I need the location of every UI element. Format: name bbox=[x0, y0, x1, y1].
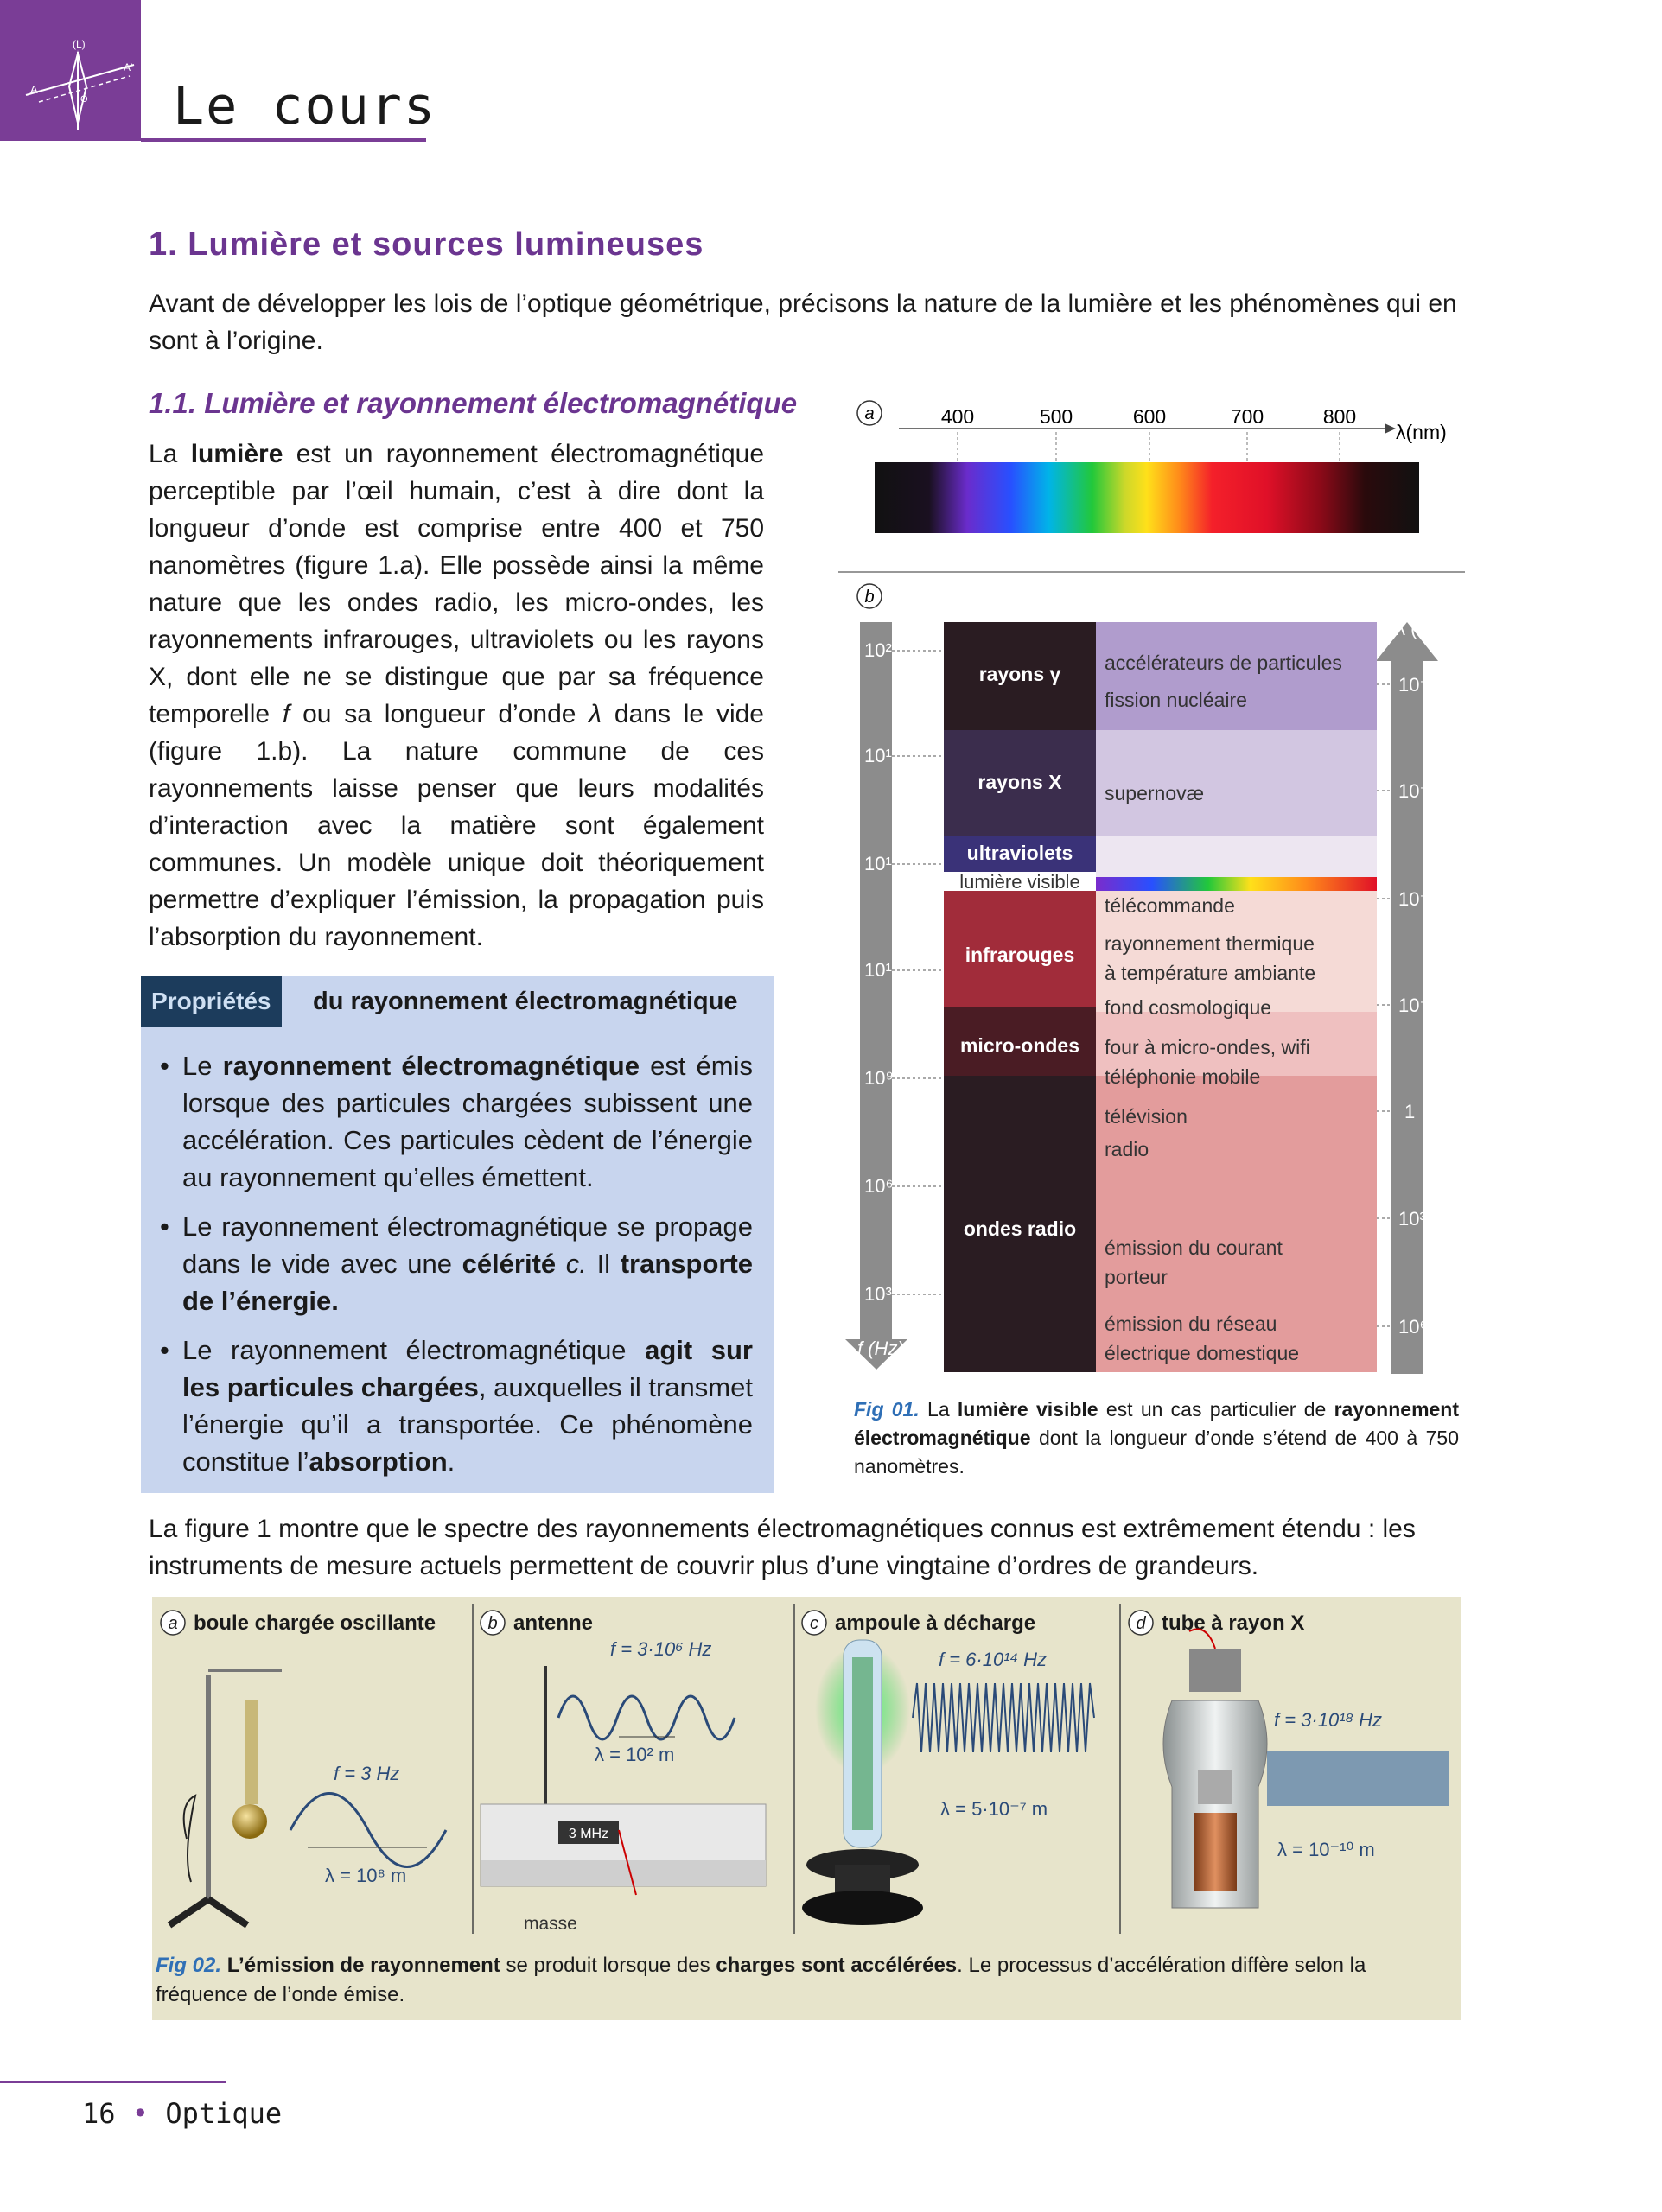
freq-tick-label: 10⁶ bbox=[864, 1175, 894, 1197]
source-label: émission du réseau bbox=[1105, 1313, 1277, 1335]
visible-light-strip bbox=[1096, 877, 1377, 891]
freq-tick-label: 10¹² bbox=[864, 959, 899, 981]
list-item: • Le rayonnement électromagnétique se propage dans le vide avec une célérité c. Il transporte de l’énergie. bbox=[160, 1208, 753, 1319]
lambda-tick-label: 10⁻³ bbox=[1398, 995, 1436, 1016]
band-label-micro: micro-ondes bbox=[959, 1034, 1080, 1057]
freq-tick-label: 10⁹ bbox=[864, 1067, 894, 1089]
frequency-label: f = 3·10⁶ Hz bbox=[610, 1638, 712, 1660]
source-label: électrique domestique bbox=[1105, 1342, 1300, 1364]
body-paragraph bbox=[149, 435, 764, 956]
antenna-illustration bbox=[481, 1666, 766, 1895]
panel-title: antenne bbox=[513, 1611, 594, 1635]
freq-tick-label: 10²¹ bbox=[864, 639, 899, 661]
lambda-tick-label: 1 bbox=[1404, 1101, 1416, 1122]
tick-label: 600 bbox=[1132, 405, 1167, 428]
wavelength-label: λ = 10⁸ m bbox=[325, 1865, 407, 1886]
wavelength-label: λ = 5·10⁻⁷ m bbox=[940, 1798, 1048, 1820]
bridge-paragraph: La figure 1 montre que le spectre des rayonnements électromagnétiques connus est extrêmement étendu : les instruments de mesure actuels permettent de couvrir plus d’une vingtaine d’ordres de grandeurs. bbox=[149, 1515, 1416, 1580]
wavelength-label: λ = 10² m bbox=[595, 1744, 675, 1765]
panel-label: b bbox=[487, 1614, 498, 1633]
band-label-radio: ondes radio bbox=[963, 1217, 1077, 1240]
list-item: • Le rayonnement électromagnétique agit sur les particules chargées, auxquelles il transmet l’énergie qu’il a transportée. Ce phénomène constitue l’absorption. bbox=[160, 1332, 753, 1480]
lambda-tick-label: 10⁶ bbox=[1398, 1316, 1428, 1338]
properties-title: du rayonnement électromagnétique bbox=[313, 988, 738, 1015]
page-header-title: Le cours bbox=[173, 76, 436, 137]
frequency-axis-arrow bbox=[845, 622, 907, 1370]
panel-b-label: b bbox=[864, 588, 875, 607]
source-label: télévision bbox=[1105, 1105, 1188, 1128]
figure-2-emitters bbox=[152, 1597, 1461, 1942]
source-label: radio bbox=[1105, 1138, 1149, 1160]
logo-label-O: O bbox=[80, 94, 88, 105]
tick-label: 700 bbox=[1230, 405, 1264, 428]
footer-title: Optique bbox=[165, 2097, 283, 2130]
ground-label: masse bbox=[524, 1914, 577, 1934]
wavelength-label: λ = 10⁻¹⁰ m bbox=[1277, 1839, 1375, 1860]
axis-unit: λ(nm) bbox=[1396, 421, 1447, 443]
source-label: téléphonie mobile bbox=[1105, 1065, 1261, 1088]
p1-text: ou sa longueur d’onde bbox=[302, 700, 576, 728]
properties-tag: Propriétés bbox=[141, 976, 282, 1027]
tick-label: 800 bbox=[1322, 405, 1357, 428]
source-label: fond cosmologique bbox=[1105, 996, 1272, 1019]
subsection-title: 1.1. Lumière et rayonnement électromagnétique bbox=[149, 387, 798, 419]
chapter-logo bbox=[0, 0, 141, 141]
lambda-tick-label: 10⁻⁹ bbox=[1398, 780, 1438, 802]
freq-tick-label: 10³ bbox=[864, 1283, 892, 1305]
p1-strong: lumière bbox=[190, 440, 283, 468]
page-number: 16 bbox=[82, 2097, 116, 2130]
source-label: supernovæ bbox=[1105, 782, 1205, 804]
source-label: four à micro-ondes, wifi bbox=[1105, 1036, 1310, 1058]
source-label: accélérateurs de particules bbox=[1105, 652, 1342, 674]
freq-tick-label: 10¹⁵ bbox=[864, 853, 900, 874]
p1-text: est un rayonnement électromagnétique perceptible par l’œil humain, c’est à dire dont la longueur d’onde est comprise entre 400 et 750 nanomètres (figure 1.a). Elle possède ainsi la même nature que les ondes radio, les micro-ondes, les rayonnements infrarouges, ultraviolets ou les rayons X, dont elle ne se distingue que par sa fréquence temporelle bbox=[149, 440, 765, 728]
discharge-lamp-illustration bbox=[802, 1640, 1094, 1925]
frequency-label: f = 6·10¹⁴ Hz bbox=[939, 1649, 1048, 1670]
lambda-axis-unit: λ (m) bbox=[1396, 618, 1440, 639]
lambda-tick-label: 10³ bbox=[1398, 1208, 1426, 1230]
band-label-visible: lumière visible bbox=[959, 871, 1080, 893]
footer-separator: • bbox=[131, 2097, 150, 2130]
tick-label: 400 bbox=[940, 405, 975, 428]
p1-symbol: λ bbox=[589, 700, 602, 728]
panel-a bbox=[857, 401, 1447, 533]
footer-rule bbox=[0, 2081, 226, 2083]
visible-spectrum-bar bbox=[875, 462, 1419, 533]
panel-title: ampoule à décharge bbox=[835, 1611, 1036, 1635]
lens-icon bbox=[0, 0, 141, 141]
figure-1-spectrum bbox=[838, 389, 1478, 1391]
panel-a-label: a bbox=[864, 404, 875, 423]
page-footer bbox=[82, 2097, 282, 2130]
panel-title: tube à rayon X bbox=[1162, 1611, 1305, 1635]
band-label-uv: ultraviolets bbox=[966, 842, 1073, 864]
source-label: rayonnement thermique bbox=[1105, 932, 1315, 955]
logo-label-A-prime: A' bbox=[124, 61, 133, 73]
p1-symbol: f bbox=[282, 700, 290, 728]
band-label-x: rayons X bbox=[977, 771, 1062, 793]
panel-label: a bbox=[168, 1614, 178, 1633]
source-label: télécommande bbox=[1105, 894, 1235, 917]
section-title: 1. Lumière et sources lumineuses bbox=[149, 226, 704, 263]
properties-list bbox=[160, 1047, 753, 1492]
frequency-label: f = 3·10¹⁸ Hz bbox=[1274, 1709, 1383, 1731]
logo-label-L: (L) bbox=[73, 38, 86, 50]
lambda-tick-label: 10⁻⁶ bbox=[1398, 888, 1438, 910]
panel-title: boule chargée oscillante bbox=[194, 1611, 436, 1635]
generator-display: 3 MHz bbox=[568, 1827, 609, 1841]
source-label: émission du courant bbox=[1105, 1236, 1283, 1259]
band-label-ir: infrarouges bbox=[965, 944, 1075, 966]
p1-text: La bbox=[149, 440, 178, 468]
header-rule bbox=[141, 138, 426, 142]
source-label: fission nucléaire bbox=[1105, 689, 1247, 711]
oscillating-ball-illustration bbox=[169, 1670, 446, 1925]
xray-tube-illustration bbox=[1163, 1630, 1449, 1909]
figure-2-caption: Fig 02. L’émission de rayonnement se produit lorsque des charges sont accélérées. Le processus d’accélération diffère selon la fréquence de l’onde émise. bbox=[156, 1954, 1366, 2006]
panel-b bbox=[845, 584, 1442, 1374]
panel-label: d bbox=[1136, 1614, 1146, 1633]
frequency-label: f = 3 Hz bbox=[334, 1763, 400, 1784]
source-label: à température ambiante bbox=[1105, 962, 1316, 984]
section-intro: Avant de développer les lois de l’optique géométrique, précisons la nature de la lumière et les phénomènes qui en sont à l’origine. bbox=[149, 289, 1457, 355]
list-item: • Le rayonnement électromagnétique est émis lorsque des particules chargées subissent une accélération. Ces particules cèdent de l’énergie au rayonnement qu’elles émettent. bbox=[160, 1047, 753, 1196]
panel-label: c bbox=[810, 1614, 818, 1633]
tick-label: 500 bbox=[1039, 405, 1073, 428]
band-label-gamma: rayons γ bbox=[978, 663, 1061, 685]
source-label: porteur bbox=[1105, 1266, 1168, 1288]
lambda-tick-label: 10⁻¹² bbox=[1398, 674, 1442, 696]
p1-text: dans le vide (figure 1.b). La nature commune de ces rayonnements laisse penser que leurs modalités d’interaction avec la matière sont également communes. Un modèle unique doit théoriquement permettre d’expliquer l’émission, la propagation puis l’absorption du rayonnement. bbox=[149, 700, 764, 951]
logo-label-A: A bbox=[30, 83, 38, 96]
figure-1-caption: Fig 01. La lumière visible est un cas particulier de rayonnement électromagnétique dont la longueur d’onde s’étend de 400 à 750 nanomètres. bbox=[854, 1398, 1460, 1478]
freq-tick-label: 10¹⁸ bbox=[864, 745, 901, 766]
freq-axis-unit: f (Hz) bbox=[857, 1338, 904, 1359]
